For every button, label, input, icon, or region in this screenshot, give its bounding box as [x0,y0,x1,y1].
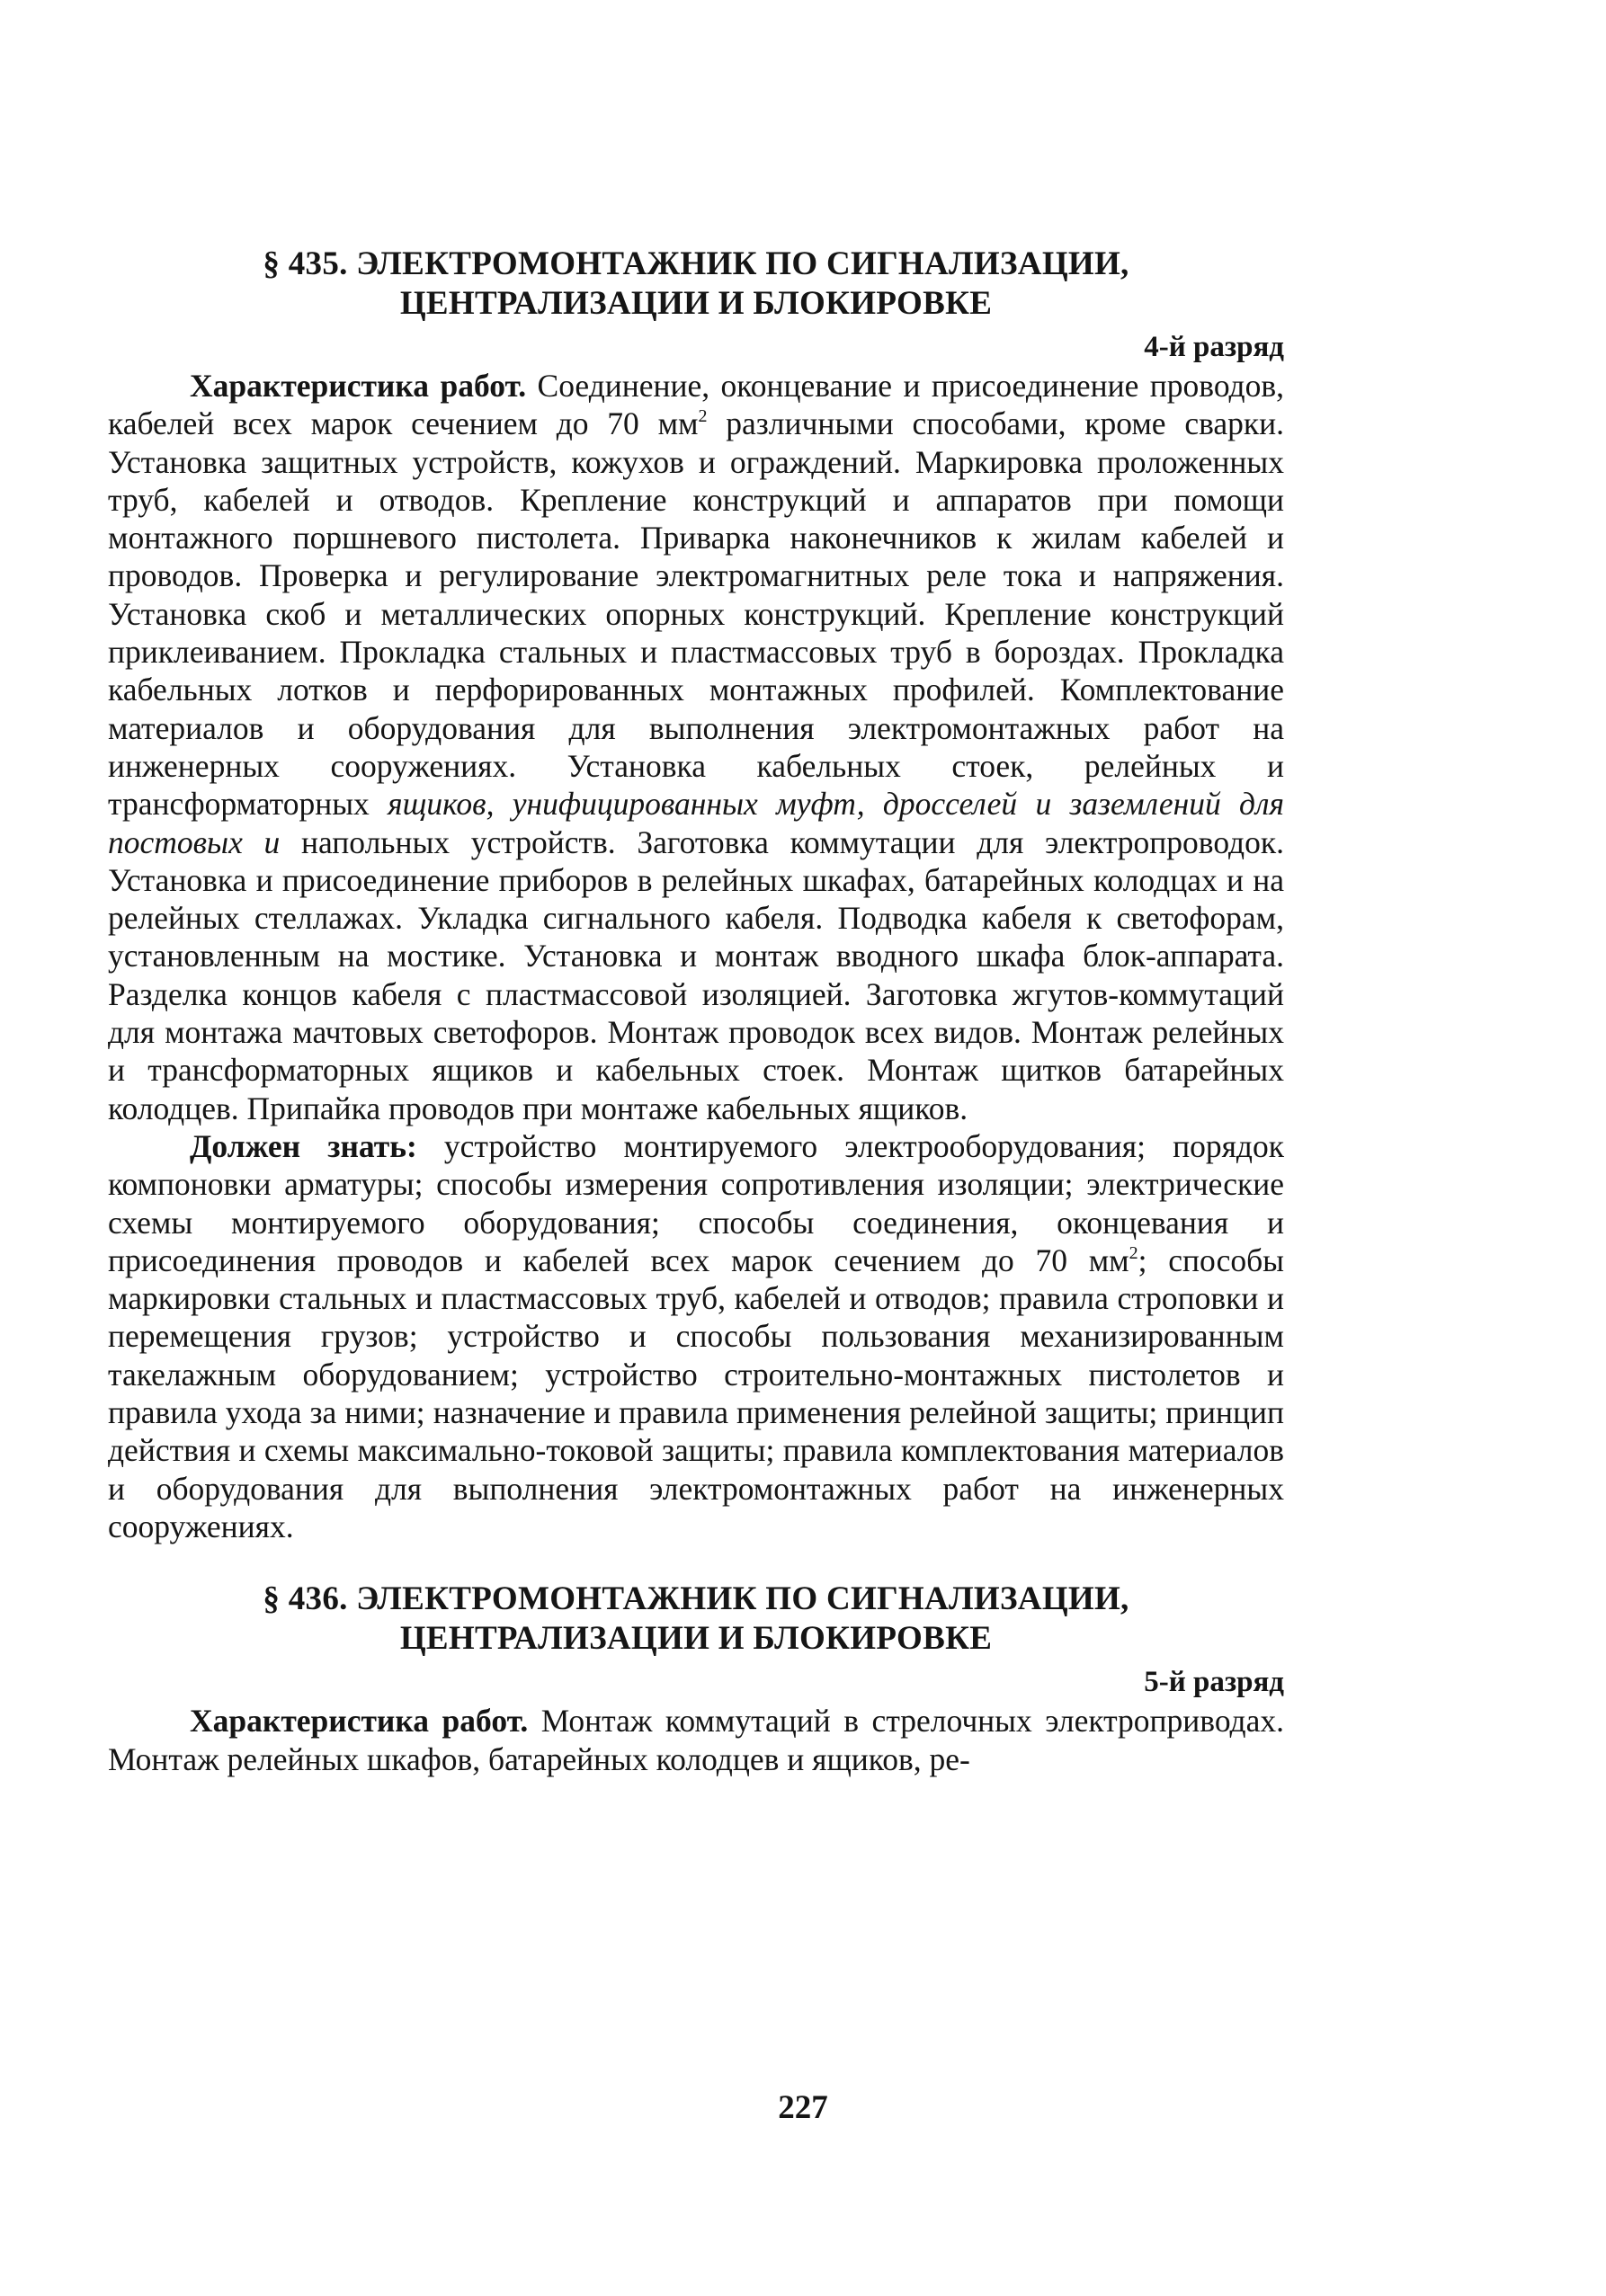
required-knowledge-paragraph [108,1127,1284,1545]
work-characteristics-text-2: различными способами, кроме сварки. Установка защитных устройств, кожухов и ограждений. Маркировка проложенных труб, кабелей и отводов. Крепление конструкций и аппаратов при помощи монтажного поршневого пистолета. Приварка наконечников к жилам кабелей и проводов. Проверка и регулирование электромагнитных реле тока и напряжения. Установка скоб и металлических опорных конструкций. Крепление конструкций приклеиванием. Прокладка стальных и пластмассовых труб в бороздах. Прокладка кабельных лотков и перфорированных монтажных профилей. Комплектование материалов и оборудования для выполнения электромонтажных работ на инженерных сооружениях. Установка кабельных стоек, релейных и трансформаторных [108,405,1284,823]
work-characteristics-paragraph [108,1702,1284,1778]
work-characteristics-paragraph [108,367,1284,1127]
work-characteristics-lead: Характеристика работ. [190,368,527,404]
section-heading-line-2: ЦЕНТРАЛИЗАЦИИ И БЛОКИРОВКЕ [399,1620,993,1658]
work-characteristics-text-1: Соединение, оконцевание и присоединение проводов, кабелей всех марок сечением до 70 мм [108,368,1285,442]
required-knowledge-text-1: устройство монтируемого электрооборудования; порядок компоновки арматуры; способы измерения сопротивления изоляции; электрические схемы монтируемого оборудования; способы соединения, оконцевания и присоединения проводов и кабелей всех марок сечением до 70 мм [108,1127,1284,1278]
required-knowledge-lead: Должен знать: [190,1127,417,1164]
section-heading-line-1: § 436. ЭЛЕКТРОМОНТАЖНИК ПО СИГНАЛИЗАЦИИ, [263,1580,1129,1618]
superscript-2: 2 [698,406,708,427]
work-characteristics-text-3: напольных устройств. Заготовка коммутации для электропроводок. Установка и присоединение приборов в релейных шкафах, батарейных колодцах и на релейных стеллажах. Укладка сигнального кабеля. Подводка кабеля к светофорам, установленным на мостике. Установка и монтаж вводного шкафа блок-аппарата. Разделка концов кабеля с пластмассовой изоляцией. Заготовка жгутов-коммутаций для монтажа мачтовых светофоров. Монтаж проводок всех видов. Монтаж релейных и трансформаторных ящиков и кабельных стоек. Монтаж щитков батарейных колодцев. Припайка проводов при монтаже кабельных ящиков. [108,823,1284,1126]
section-heading-line-1: § 435. ЭЛЕКТРОМОНТАЖНИК ПО СИГНАЛИЗАЦИИ, [263,245,1129,282]
section-435 [108,245,1284,1545]
work-characteristics-text: Монтаж коммутаций в стрелочных электроприводах. Монтаж релейных шкафов, батарейных колодцев и ящиков, ре- [108,1703,1284,1777]
page-number: 227 [778,2089,828,2126]
superscript-2: 2 [1129,1242,1138,1263]
document-page [108,245,1284,1778]
grade-label: 5-й разряд [1144,1666,1284,1699]
section-heading-line-2: ЦЕНТРАЛИЗАЦИИ И БЛОКИРОВКЕ [399,285,993,322]
section-436 [108,1580,1284,1778]
grade-label: 4-й разряд [1144,331,1284,363]
required-knowledge-text-2: ; способы маркировки стальных и пластмассовых труб, кабелей и отводов; правила строповки и перемещения грузов; устройство и способы пользования механизированным такелажным оборудованием; устройство строительно-монтажных пистолетов и правила ухода за ними; назначение и правила применения релейной защиты; принцип действия и схемы максимально-токовой защиты; правила комплектования материалов и оборудования для выполнения электромонтажных работ на инженерных сооружениях. [108,1241,1285,1544]
work-characteristics-italic: ящиков, унифицированных муфт, дросселей и заземлений для постовых и [108,786,1284,860]
work-characteristics-lead: Характеристика работ. [190,1703,529,1740]
